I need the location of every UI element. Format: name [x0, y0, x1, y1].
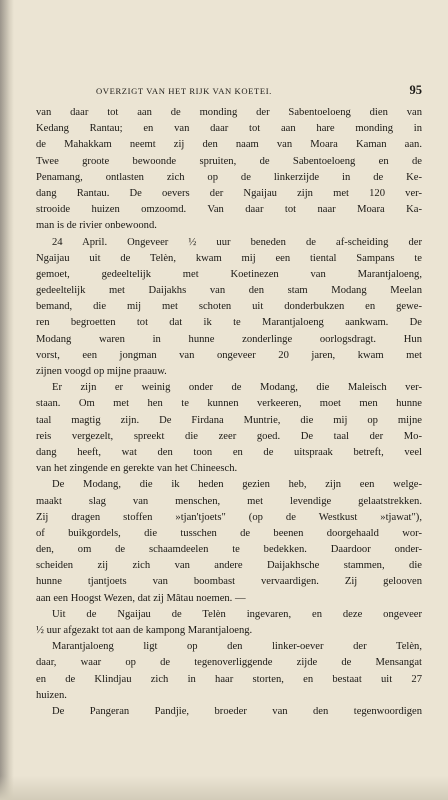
text-line: Penamang, ontlasten zich op de linkerzijde in de Ke- [36, 171, 422, 183]
text-line: dang heeft, wat den toon en de uitspraak betreft, veel [36, 446, 422, 458]
text-line: strooide huizen omzoomd. Van daar tot naar Moara Ka- [36, 204, 422, 216]
text-line: 24 April. Ongeveer ½ uur beneden de af-scheiding der [52, 236, 422, 248]
text-line: huizen. [36, 689, 67, 701]
paragraph [36, 477, 422, 607]
text-line: ½ uur afgezakt tot aan de kampong Marantjaloeng. [36, 625, 253, 636]
page-header [36, 83, 422, 102]
page-bottom-edge [0, 776, 448, 800]
text-line: den, om de schaamdeelen te bedekken. Daardoor onder- [36, 544, 422, 556]
text-line: Modang waren in hunne zonderlinge oorlogsdragt. Hun [36, 333, 422, 345]
text-line: daar, waar op de tegenoverliggende zijde de Mensangat [36, 657, 422, 669]
text-line: bemand, die mij met schoten uit donderbukzen en gewe- [36, 301, 422, 313]
text-line: aan een Hoogst Wezen, dat zij Mâtau noemen. — [36, 592, 246, 604]
text-line: Zij dragen stoffen »tjan'tjoets" (op de Westkust »tjawat"), [36, 511, 422, 523]
paragraph [36, 704, 422, 720]
text-line: scheiden zij zich van andere Daijakhsche stammen, die [36, 560, 422, 572]
text-line: van daar tot aan de monding der Sabentoeloeng dien van [36, 107, 422, 118]
paragraph [36, 607, 422, 639]
text-line: vorst, een jongman van ongeveer 20 jaren, kwam met [36, 349, 422, 361]
text-line: De Modang, die ik heden gezien heb, zijn een welge- [52, 479, 422, 491]
page-number: 95 [409, 83, 422, 97]
running-title: OVERZIGT VAN HET RIJK VAN KOETEI. [96, 86, 272, 96]
body-text [36, 105, 422, 720]
text-line: de Mahakkam neemt zij den naam van Moara Kaman aan. [36, 139, 422, 151]
text-line: ren begroetten tot dat ik te Marantjaloeng aankwam. De [36, 317, 422, 329]
text-line: gemoet, gedeeltelijk met Koetinezen van Marantjaloeng, [36, 268, 422, 280]
text-line: De Pangeran Pandjie, broeder van den tegenwoordigen [52, 705, 422, 717]
text-line: dang Rantau. De oevers der Ngaijau zijn met 120 ver- [36, 187, 422, 199]
text-line: Twee groote bewoonde spruiten, de Sabentoeloeng en de [36, 155, 422, 167]
text-line: Marantjaloeng ligt op den linker-oever der Telèn, [52, 641, 422, 653]
text-line: man is de rivier onbewoond. [36, 220, 157, 232]
text-line: en de Klindjau zich in haar storten, en bestaat uit 27 [36, 673, 422, 685]
paragraph [36, 639, 422, 704]
text-line: Ngaijau uit de Telèn, kwam mij een tiental Sampans te [36, 252, 422, 264]
text-line: maakt slag van menschen, met levendige gelaatstrekken. [36, 495, 422, 507]
text-line: van het zingende en gerekte van het Chineesch. [36, 463, 238, 475]
text-line: taal magtig zijn. De Firdana Muntrie, die mij op mijne [36, 414, 422, 426]
text-line: Er zijn er weinig onder de Modang, die Maleisch ver- [52, 382, 422, 394]
text-line: Uit de Ngaijau de Telèn ingevaren, en deze ongeveer [52, 608, 422, 620]
text-line: zijnen voogd op mijne praauw. [36, 366, 167, 377]
text-line: of buikgordels, die tusschen de beenen doorgehaald wor- [36, 527, 422, 539]
text-line: reis vergezelt, spreekt die zeer goed. De taal der Mo- [36, 430, 422, 442]
text-line: staan. Om met hen te kunnen verkeeren, moet men hunne [36, 398, 422, 410]
text-line: gedeeltelijk met Daijakhs van den stam Modang Meelan [36, 285, 422, 297]
paragraph [36, 235, 422, 381]
text-line: Kedang Rantau; en van daar tot aan hare monding in [36, 123, 422, 135]
page-gutter-shadow [0, 0, 14, 800]
paragraph [36, 105, 422, 235]
paragraph [36, 380, 422, 477]
text-line: hunne tjantjoets van boombast vervaardigen. Zij gelooven [36, 576, 422, 588]
